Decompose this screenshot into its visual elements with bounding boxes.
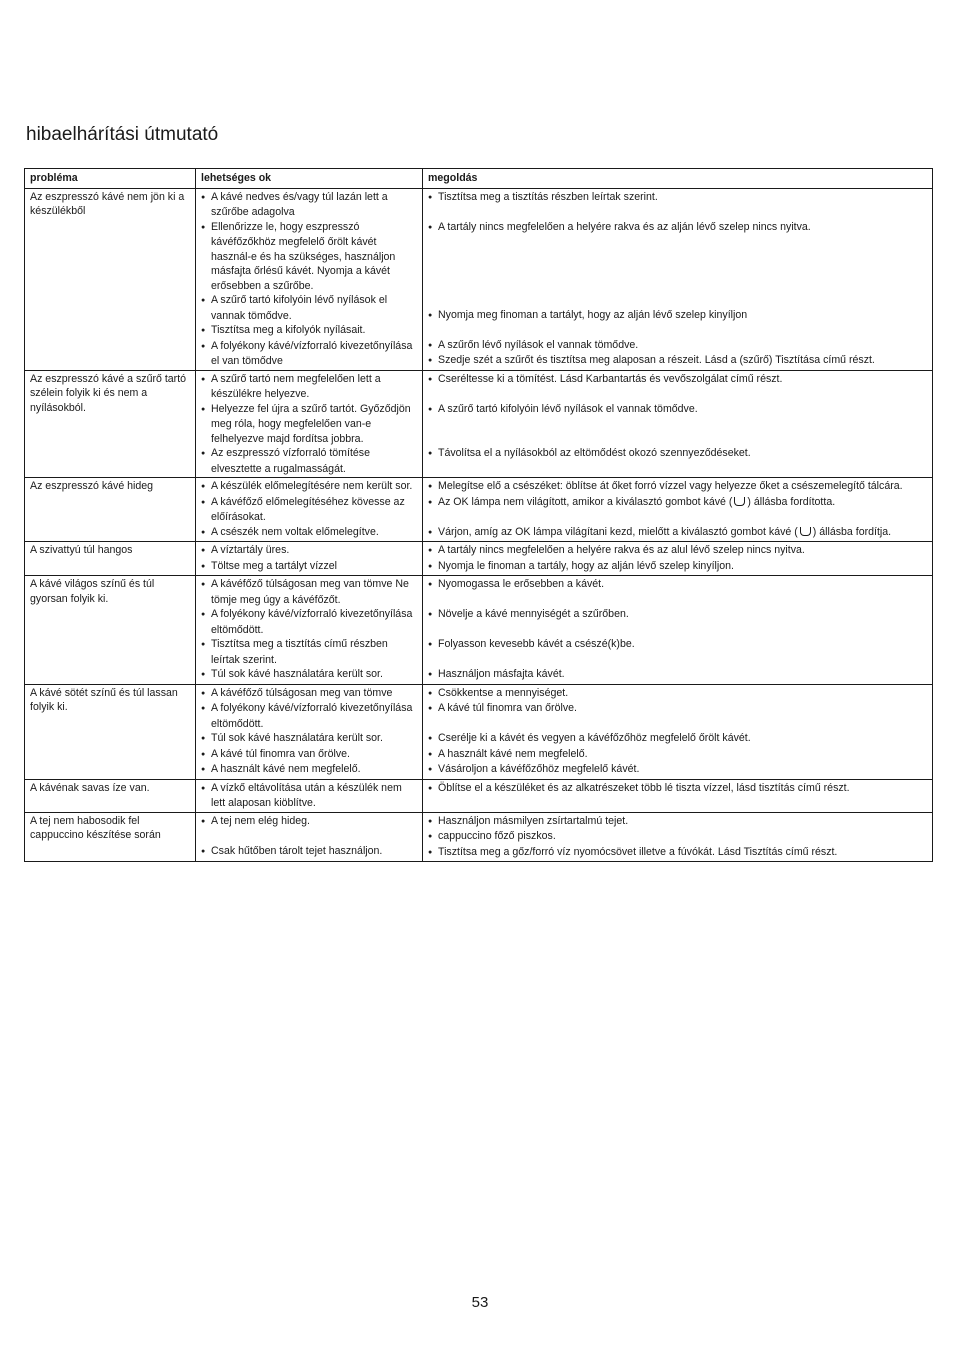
table-row: [25, 779, 933, 812]
table-row: [25, 684, 933, 779]
list-item: ● Folyasson kevesebb kávét a csészé(k)be.: [428, 637, 928, 653]
table-header-row: [25, 169, 933, 189]
solutions-cell: [423, 188, 933, 370]
list-item: ● Távolítsa el a nyílásokból az eltömődést okozó szennyeződéseket.: [428, 446, 928, 462]
list-item: ● A vízkő eltávolítása után a készülék nem lett alaposan kiöblítve.: [201, 781, 418, 811]
list-item: ● A víztartály üres.: [201, 543, 418, 559]
list-item: ● A tartály nincs megfelelően a helyére rakva és az alján lévő szelep nincs nyitva.: [428, 220, 928, 236]
list-item: ● A szűrő tartó kifolyóin lévő nyílások el vannak tömődve.: [428, 402, 928, 418]
list-item: ● A szűrő tartó nem megfelelően lett a készülékre helyezve.: [201, 372, 418, 402]
table-row: [25, 188, 933, 370]
list-item: ● Várjon, amíg az OK lámpa világítani kezd, mielőtt a kiválasztó gombot kávé ( ) állásba fordítja.: [428, 525, 928, 541]
list-item: ● Növelje a kávé mennyiségét a szűrőben.: [428, 607, 928, 623]
page-title: hibaelhárítási útmutató: [26, 124, 219, 145]
table-row: [25, 542, 933, 576]
list-item: ● cappuccino főző piszkos.: [428, 829, 928, 845]
list-item: ● Tisztítsa meg a kifolyók nyílásait.: [201, 323, 418, 339]
list-item: ● Csak hűtőben tárolt tejet használjon.: [201, 844, 418, 860]
problem-cell: A szivattyú túl hangos: [25, 542, 196, 576]
list-item: ● Túl sok kávé használatára került sor.: [201, 731, 418, 747]
list-item: ● Helyezze fel újra a szűrő tartót. Győződjön meg róla, hogy megfelelően van-e felhelyezve majd fordítsa jobbra.: [201, 402, 418, 447]
list-item: ● A használt kávé nem megfelelő.: [201, 762, 418, 778]
problem-cell: A kávé világos színű és túl gyorsan folyik ki.: [25, 576, 196, 685]
list-item: ● A folyékony kávé/vízforraló kivezetőnyílása eltömődött.: [201, 607, 418, 637]
coffee-cup-icon: [800, 527, 811, 536]
solutions-cell: [423, 779, 933, 812]
list-item: ● Nyomja meg finoman a tartályt, hogy az alján lévő szelep kinyíljon: [428, 308, 928, 324]
list-item: ● Nyomja le finoman a tartály, hogy az alján lévő szelep kinyíljon.: [428, 559, 928, 575]
header-causes: lehetséges ok: [196, 169, 423, 189]
problem-cell: A kávénak savas íze van.: [25, 779, 196, 812]
list-item: ● A tej nem elég hideg.: [201, 814, 418, 830]
list-item: ● A használt kávé nem megfelelő.: [428, 747, 928, 763]
list-item: ● Cserélje ki a kávét és vegyen a kávéfőzőhöz megfelelő őrölt kávét.: [428, 731, 928, 747]
list-item: ● A folyékony kávé/vízforraló kivezetőnyílása el van tömődve: [201, 339, 418, 369]
causes-cell: [196, 812, 423, 862]
list-item: ● A szűrő tartó kifolyóin lévő nyílások el vannak tömődve.: [201, 293, 418, 323]
list-item: ● Melegítse elő a csészéket: öblítse át őket forró vízzel vagy helyezze őket a csészemelegítő tálcára.: [428, 479, 928, 495]
list-item: ● A kávéfőző túlságosan meg van tömve Ne tömje meg úgy a kávéfőzőt.: [201, 577, 418, 607]
causes-cell: [196, 478, 423, 542]
table-row: [25, 478, 933, 542]
list-item: ● A szűrőn lévő nyílások el vannak tömődve.: [428, 338, 928, 354]
list-item: ● Szedje szét a szűrőt és tisztítsa meg alaposan a részeit. Lásd a (szűrő) Tisztítása című részt.: [428, 353, 928, 369]
list-item: ● A folyékony kávé/vízforraló kivezetőnyílása eltömődött.: [201, 701, 418, 731]
causes-cell: [196, 370, 423, 478]
list-item: ● A kávéfőző túlságosan meg van tömve: [201, 686, 418, 702]
list-item: ● A csészék nem voltak előmelegítve.: [201, 525, 418, 541]
list-item: ● Nyomogassa le erősebben a kávét.: [428, 577, 928, 593]
solutions-cell: [423, 542, 933, 576]
problem-cell: Az eszpresszó kávé hideg: [25, 478, 196, 542]
list-item: ● Ellenőrizze le, hogy eszpresszó kávéfőzőkhöz megfelelő őrölt kávét használ-e és ha szükséges, használjon másfajta őrlésű kávét. Nyomja a kávét erősebben a szűrőbe.: [201, 220, 418, 294]
list-item: ● Vásároljon a kávéfőzőhöz megfelelő kávét.: [428, 762, 928, 778]
coffee-cup-icon: [734, 497, 745, 506]
table-row: [25, 370, 933, 478]
troubleshooting-table: [24, 168, 933, 862]
list-item: ● A kávéfőző előmelegítéséhez kövesse az előírásokat.: [201, 495, 418, 525]
causes-cell: [196, 684, 423, 779]
list-item: ● A tartály nincs megfelelően a helyére rakva és az alul lévő szelep nincs nyitva.: [428, 543, 928, 559]
list-item: ● A kávé túl finomra van őrölve.: [428, 701, 928, 717]
list-item: ● Az OK lámpa nem világított, amikor a kiválasztó gombot kávé ( ) állásba fordította.: [428, 495, 928, 511]
list-item: ● Az eszpresszó vízforraló tömítése elvesztette a rugalmasságát.: [201, 446, 418, 476]
solutions-cell: [423, 684, 933, 779]
list-item: ● A kávé nedves és/vagy túl lazán lett a szűrőbe adagolva: [201, 190, 418, 220]
solutions-cell: [423, 576, 933, 685]
causes-cell: [196, 188, 423, 370]
problem-cell: A kávé sötét színű és túl lassan folyik ki.: [25, 684, 196, 779]
list-item: ● Tisztítsa meg a tisztítás részben leírtak szerint.: [428, 190, 928, 206]
solutions-cell: [423, 478, 933, 542]
causes-cell: [196, 779, 423, 812]
header-solutions: megoldás: [423, 169, 933, 189]
solutions-cell: [423, 370, 933, 478]
solutions-cell: [423, 812, 933, 862]
table-row: [25, 576, 933, 685]
problem-cell: Az eszpresszó kávé a szűrő tartó szélein folyik ki és nem a nyílásokból.: [25, 370, 196, 478]
list-item: ● Használjon másfajta kávét.: [428, 667, 928, 683]
list-item: ● Tisztítsa meg a tisztítás című részben leírtak szerint.: [201, 637, 418, 667]
list-item: ● A készülék előmelegítésére nem került sor.: [201, 479, 418, 495]
list-item: ● Használjon másmilyen zsírtartalmú tejet.: [428, 814, 928, 830]
header-problem: probléma: [25, 169, 196, 189]
list-item: ● A kávé túl finomra van őrölve.: [201, 747, 418, 763]
list-item: ● Csökkentse a mennyiséget.: [428, 686, 928, 702]
list-item: ● Túl sok kávé használatára került sor.: [201, 667, 418, 683]
causes-cell: [196, 542, 423, 576]
problem-cell: Az eszpresszó kávé nem jön ki a készülékből: [25, 188, 196, 370]
causes-cell: [196, 576, 423, 685]
table-row: [25, 812, 933, 862]
list-item: ● Töltse meg a tartályt vízzel: [201, 559, 418, 575]
problem-cell: A tej nem habosodik fel cappuccino készítése során: [25, 812, 196, 862]
list-item: ● Öblítse el a készüléket és az alkatrészeket több lé tiszta vízzel, lásd tisztítás című részt.: [428, 781, 928, 797]
list-item: ● Tisztítsa meg a gőz/forró víz nyomócsövet illetve a fúvókát. Lásd Tisztítás című részt.: [428, 845, 928, 861]
list-item: ● Cseréltesse ki a tömítést. Lásd Karbantartás és vevőszolgálat című részt.: [428, 372, 928, 388]
page-number: 53: [471, 1294, 489, 1311]
